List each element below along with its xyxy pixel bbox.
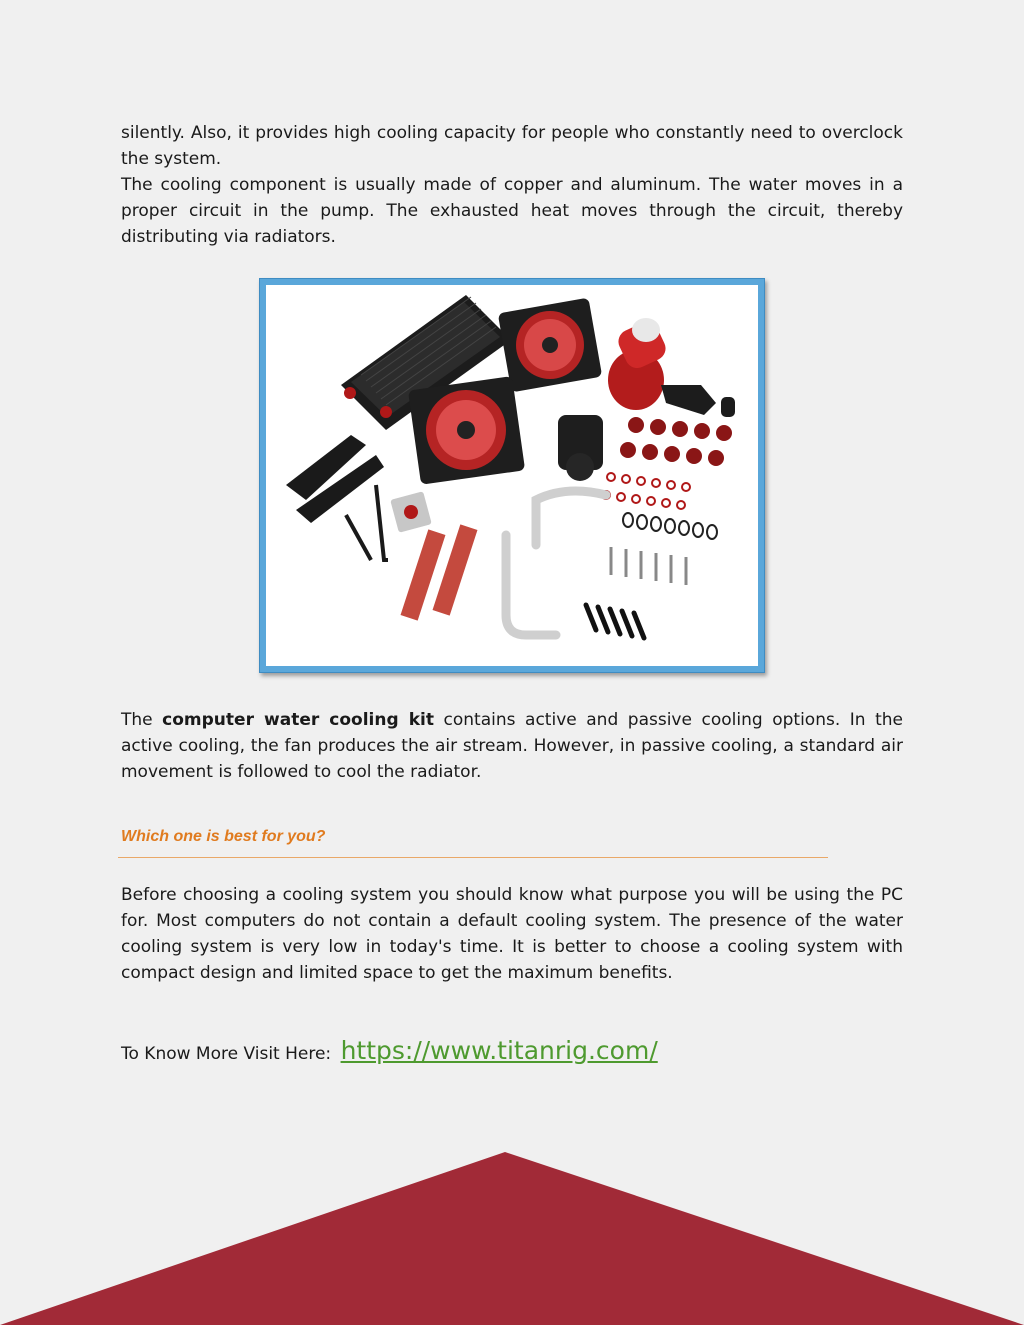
fan-top-icon [498, 298, 602, 393]
kit-prefix: The [121, 710, 163, 730]
website-link[interactable]: https://www.titanrig.com/ [340, 1036, 658, 1065]
reservoir-icon [608, 318, 669, 410]
footer-triangle [0, 1152, 1024, 1325]
choose-paragraph: Before choosing a cooling system you should know what purpose you will be using the PC for. Most computers do not contain a default cooling system. The presence of the water cooling system is very low in today's time. It is better to choose a cooling system with compact design and limited space to get the maximum benefits. [121, 885, 903, 983]
o-rings-icon [602, 473, 690, 509]
heading-divider [118, 857, 828, 858]
intro-line-1: silently. Also, it provides high cooling capacity for people who constantly need to overclock the system. [121, 123, 903, 169]
kit-paragraph [121, 707, 903, 785]
water-cooling-kit-illustration [266, 285, 758, 666]
mounting-brackets-icon [286, 435, 384, 523]
allen-keys-icon [346, 485, 388, 560]
water-cooling-kit-image [266, 285, 758, 666]
red-mounting-plates-icon [401, 524, 478, 620]
product-image-frame [259, 278, 765, 673]
visit-line [121, 1036, 658, 1065]
footer-triangle-decoration [0, 1150, 1024, 1325]
fittings-icon [620, 417, 732, 466]
intro-line-2: The cooling component is usually made of copper and aluminum. The water moves in a proper circuit in the pump. The exhausted heat moves through the circuit, thereby distributing via radiators. [121, 175, 903, 247]
standoffs-icon [586, 605, 644, 638]
kit-keyword: computer water cooling kit [162, 710, 434, 730]
pump-icon [558, 415, 603, 481]
bracket-icon [661, 385, 735, 417]
black-o-rings-icon [623, 513, 717, 539]
kit-suffix: contains active and passive cooling options. In the active cooling, the fan produces the air stream. However, in passive cooling, a standard air movement is followed to cool the radiator. [121, 710, 904, 782]
visit-label: To Know More Visit Here: [121, 1044, 332, 1064]
cpu-block-icon [390, 491, 432, 533]
fan-bottom-icon [408, 376, 525, 485]
intro-paragraph [121, 120, 903, 250]
section-heading: Which one is best for you? [121, 828, 326, 845]
screws-icon [611, 547, 686, 585]
